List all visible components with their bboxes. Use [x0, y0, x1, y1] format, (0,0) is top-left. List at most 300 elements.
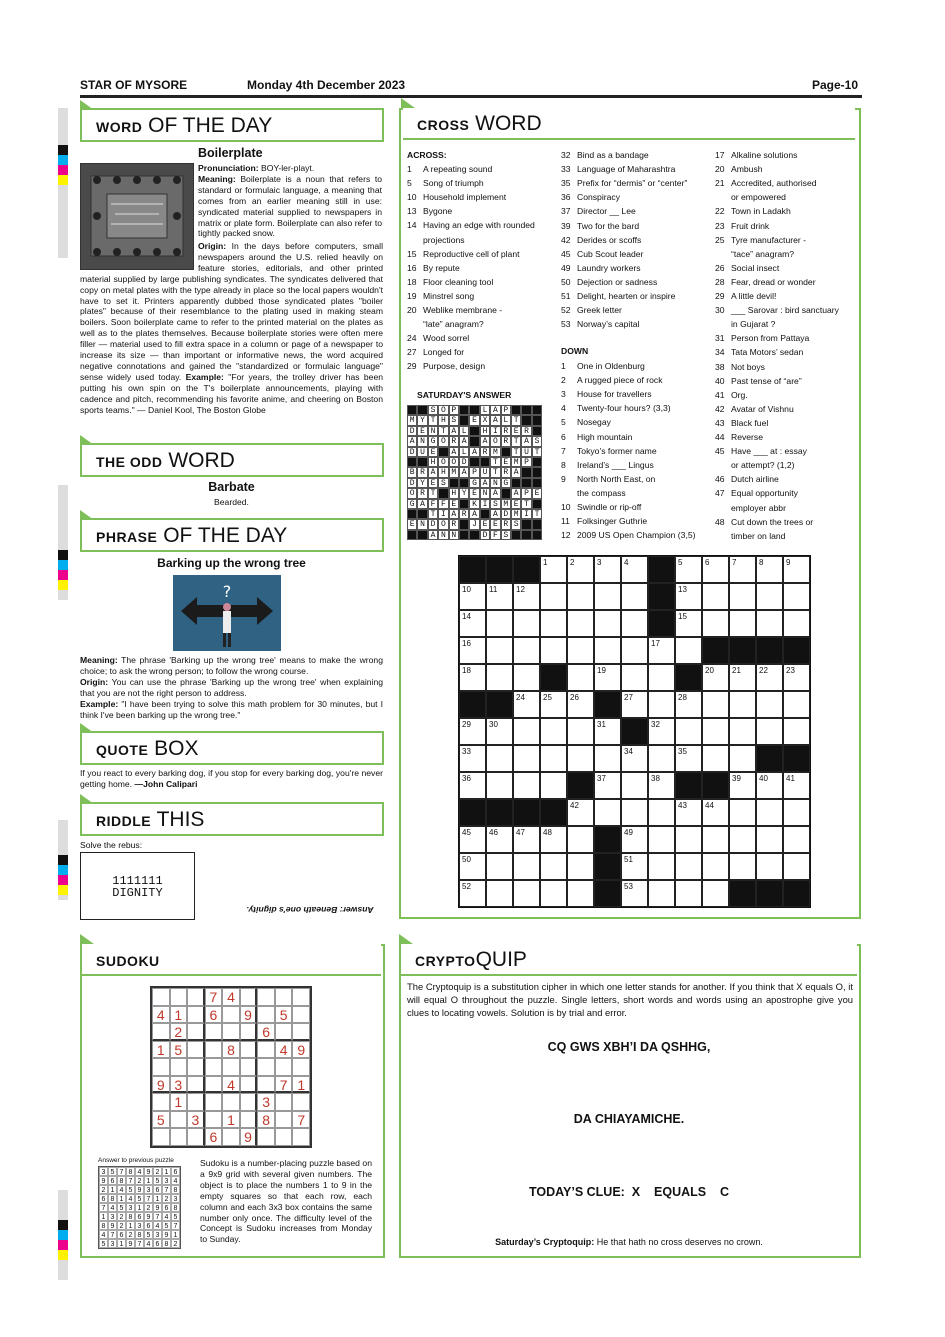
crossword-cell[interactable] [540, 826, 567, 853]
crossword-cell[interactable] [621, 691, 648, 718]
crossword-cell[interactable] [675, 583, 702, 610]
crossword-cell[interactable] [675, 745, 702, 772]
crossword-cell[interactable] [540, 772, 567, 799]
crossword-cell[interactable] [648, 880, 675, 907]
crossword-cell[interactable] [459, 718, 486, 745]
sudoku-cell[interactable] [292, 1058, 310, 1076]
clue-number: 50 [561, 276, 571, 287]
answer-cell: F [438, 499, 448, 509]
crossword-cell[interactable] [621, 637, 648, 664]
crossword-cell[interactable] [675, 556, 702, 583]
crossword-cell[interactable] [702, 799, 729, 826]
crossword-cell[interactable] [702, 718, 729, 745]
crossword-cell[interactable] [459, 853, 486, 880]
crossword-cell[interactable] [702, 691, 729, 718]
answer-cell: R [417, 488, 427, 498]
sudoku-cell[interactable] [257, 988, 275, 1006]
crossword-cell[interactable] [459, 826, 486, 853]
black-square [729, 637, 756, 664]
sudoku-cell[interactable] [275, 1111, 293, 1129]
sudoku-cell[interactable] [187, 1058, 205, 1076]
crossword-cell[interactable] [540, 880, 567, 907]
crossword-cell[interactable] [729, 664, 756, 691]
crossword-cell[interactable] [594, 718, 621, 745]
crossword-cell[interactable] [675, 718, 702, 745]
answer-black-cell [459, 478, 469, 488]
crossword-cell[interactable] [513, 853, 540, 880]
clue-text: Dutch airline [731, 474, 779, 485]
crossword-cell[interactable] [756, 826, 783, 853]
register-black [58, 145, 68, 155]
answer-black-cell [511, 530, 521, 540]
previous-answer-cell: 2 [153, 1167, 162, 1176]
black-square [756, 880, 783, 907]
crossword-cell[interactable] [783, 610, 810, 637]
crossword-cell[interactable] [648, 745, 675, 772]
answer-cell: R [501, 426, 511, 436]
sudoku-cell[interactable] [240, 1023, 258, 1041]
register-cyan [58, 1230, 68, 1240]
sudoku-cell[interactable] [152, 988, 170, 1006]
crossword-cell[interactable] [783, 799, 810, 826]
sudoku-cell[interactable] [152, 1093, 170, 1111]
cell-number: 48 [543, 828, 552, 837]
crossword-cell[interactable] [459, 664, 486, 691]
sudoku-cell[interactable] [275, 1058, 293, 1076]
answer-black-cell [459, 530, 469, 540]
answer-black-cell [521, 467, 531, 477]
crossword-cell[interactable] [486, 664, 513, 691]
crossword-cell[interactable] [486, 718, 513, 745]
quote-text [80, 768, 383, 790]
crossword-cell[interactable] [513, 772, 540, 799]
crossword-cell[interactable] [756, 664, 783, 691]
sudoku-given: 1 [170, 1093, 188, 1111]
heading-big: THIS [156, 808, 205, 831]
quote-body: If you react to every barking dog, if you stop for every barking dog, you're never getting home. [80, 768, 383, 789]
sudoku-cell[interactable] [257, 1128, 275, 1146]
crossword-cell[interactable] [540, 556, 567, 583]
cell-number: 35 [678, 747, 687, 756]
clue-number: 23 [715, 220, 725, 231]
sudoku-cell[interactable] [275, 1093, 293, 1111]
crossword-cell[interactable] [513, 637, 540, 664]
crossword-cell[interactable] [756, 853, 783, 880]
clue-text: Laundry workers [577, 262, 641, 273]
crossword-cell[interactable] [513, 826, 540, 853]
answer-cell: M [511, 509, 521, 519]
answer-cell: D [480, 530, 490, 540]
crossword-cell[interactable] [567, 610, 594, 637]
cell-number: 32 [651, 720, 660, 729]
crossword-cell[interactable] [459, 610, 486, 637]
crossword-cell[interactable] [486, 880, 513, 907]
clue-text: projections [423, 234, 465, 245]
sudoku-cell[interactable] [152, 1058, 170, 1076]
sudoku-cell[interactable] [292, 1006, 310, 1024]
crossword-cell[interactable] [621, 799, 648, 826]
crossword-cell[interactable] [648, 664, 675, 691]
clue-text: Alkaline solutions [731, 150, 798, 160]
sudoku-cell[interactable] [292, 988, 310, 1006]
crossword-cell[interactable] [756, 583, 783, 610]
sudoku-cell[interactable] [240, 1058, 258, 1076]
sudoku-cell[interactable] [187, 988, 205, 1006]
crossword-cell[interactable] [621, 880, 648, 907]
answer-cell: E [501, 457, 511, 467]
crossword-cell[interactable] [783, 691, 810, 718]
clue-number: 49 [561, 262, 571, 273]
meaning-text: The phrase 'Barking up the wrong tree' means to make the wrong choice; to ask the wrong person; to follow the wrong course. [80, 655, 383, 676]
sudoku-cell[interactable] [240, 988, 258, 1006]
crossword-cell[interactable] [459, 880, 486, 907]
sudoku-cell[interactable] [222, 1128, 240, 1146]
sudoku-cell[interactable] [205, 1076, 223, 1094]
crossword-cell[interactable] [783, 772, 810, 799]
crossword-cell[interactable] [567, 637, 594, 664]
sudoku-cell[interactable] [170, 988, 188, 1006]
crossword-cell[interactable] [540, 637, 567, 664]
answer-cell: E [407, 519, 417, 529]
crossword-cell[interactable] [486, 583, 513, 610]
answer-cell: O [438, 436, 448, 446]
word-title: Boilerplate [198, 146, 263, 160]
crossword-cell[interactable] [648, 853, 675, 880]
crossword-cell[interactable] [513, 880, 540, 907]
sudoku-given: 2 [170, 1023, 188, 1041]
answer-black-cell [532, 478, 542, 488]
sudoku-grid [150, 986, 312, 1148]
sudoku-cell[interactable] [205, 1058, 223, 1076]
clue-number: 45 [715, 446, 725, 457]
crossword-cell[interactable] [729, 556, 756, 583]
crossword-cell[interactable] [756, 556, 783, 583]
sudoku-cell[interactable] [275, 1128, 293, 1146]
sudoku-cell[interactable] [170, 1111, 188, 1129]
sudoku-cell[interactable] [205, 1093, 223, 1111]
answer-cell: A [459, 436, 469, 446]
crossword-cell[interactable] [486, 637, 513, 664]
answer-cell: A [417, 499, 427, 509]
sudoku-cell[interactable] [240, 1093, 258, 1111]
crossword-cell[interactable] [540, 610, 567, 637]
sudoku-cell[interactable] [275, 988, 293, 1006]
crossword-cell[interactable] [567, 880, 594, 907]
heading-flag [80, 435, 94, 445]
sudoku-cell[interactable] [222, 1023, 240, 1041]
sudoku-heading [82, 944, 381, 976]
clue-number: 46 [715, 474, 725, 485]
previous-answer-cell: 3 [171, 1194, 180, 1203]
crossword-cell[interactable] [702, 826, 729, 853]
sudoku-cell[interactable] [240, 1111, 258, 1129]
crossword-cell[interactable] [756, 610, 783, 637]
crossword-cell[interactable] [567, 583, 594, 610]
answer-cell: O [449, 457, 459, 467]
crossword-cell[interactable] [594, 772, 621, 799]
answer-cell: E [480, 519, 490, 529]
crossword-cell[interactable] [702, 610, 729, 637]
cell-number: 29 [462, 720, 471, 729]
sudoku-cell[interactable] [222, 1006, 240, 1024]
crossword-cell[interactable] [459, 637, 486, 664]
crossword-cell[interactable] [486, 772, 513, 799]
crossword-cell[interactable] [702, 880, 729, 907]
previous-answer-cell: 7 [117, 1167, 126, 1176]
crossword-cell[interactable] [513, 745, 540, 772]
crossword-cell[interactable] [783, 664, 810, 691]
crossword-cell[interactable] [567, 745, 594, 772]
heading-flag [80, 100, 94, 110]
answer-cell: N [417, 436, 427, 446]
crossword-cell[interactable] [756, 718, 783, 745]
crossword-cell[interactable] [594, 637, 621, 664]
crossword-cell[interactable] [621, 610, 648, 637]
crossword-cell[interactable] [783, 583, 810, 610]
answer-cell: G [407, 499, 417, 509]
rebus-box [80, 852, 195, 920]
rebus-line2: DIGNITY [112, 886, 163, 900]
clue-text: House for travellers [577, 389, 652, 400]
register-black [58, 550, 68, 560]
crossword-cell[interactable] [729, 772, 756, 799]
sudoku-cell[interactable] [187, 1093, 205, 1111]
clue-text: Greek letter [577, 305, 622, 316]
crossword-cell[interactable] [729, 853, 756, 880]
crossword-cell[interactable] [540, 853, 567, 880]
sudoku-cell[interactable] [187, 1076, 205, 1094]
sudoku-cell[interactable] [275, 1023, 293, 1041]
previous-answer-cell: 8 [171, 1203, 180, 1212]
cell-number: 50 [462, 855, 471, 864]
crossword-cell[interactable] [513, 610, 540, 637]
crossword-cell[interactable] [729, 610, 756, 637]
crossword-cell[interactable] [486, 745, 513, 772]
previous-answer-cell: 2 [171, 1239, 180, 1248]
crossword-cell[interactable] [486, 610, 513, 637]
crossword-cell[interactable] [675, 691, 702, 718]
crossword-cell[interactable] [621, 556, 648, 583]
crossword-cell[interactable] [513, 718, 540, 745]
crossword-cell[interactable] [756, 799, 783, 826]
crossword-cell[interactable] [621, 583, 648, 610]
sudoku-cell[interactable] [257, 1058, 275, 1076]
clue-text: 2009 US Open Champion (3,5) [577, 530, 696, 541]
crossword-cell[interactable] [675, 637, 702, 664]
sudoku-cell[interactable] [257, 1076, 275, 1094]
sudoku-cell[interactable] [240, 1076, 258, 1094]
answer-cell: H [480, 426, 490, 436]
crossword-cell[interactable] [702, 664, 729, 691]
clue-number: 10 [561, 502, 571, 512]
sudoku-cell[interactable] [257, 1006, 275, 1024]
crossword-cell[interactable] [567, 826, 594, 853]
previous-answer-cell: 1 [144, 1176, 153, 1185]
sudoku-cell[interactable] [292, 1023, 310, 1041]
crossword-cell[interactable] [594, 610, 621, 637]
crossword-cell[interactable] [621, 664, 648, 691]
answer-cell: U [417, 447, 427, 457]
crossword-cell[interactable] [567, 664, 594, 691]
previous-answer-cell: 2 [99, 1185, 108, 1194]
crossword-cell[interactable] [513, 583, 540, 610]
answer-black-cell [521, 405, 531, 415]
answer-black-cell [532, 457, 542, 467]
crossword-cell[interactable] [459, 745, 486, 772]
clue-text: Dejection or sadness [577, 276, 658, 287]
sudoku-cell[interactable] [240, 1041, 258, 1059]
answer-black-cell [449, 478, 459, 488]
clue-text: A repeating sound [423, 164, 493, 174]
clue-text: Ireland’s ___ Lingus [577, 459, 654, 470]
crossword-cell[interactable] [540, 583, 567, 610]
sudoku-cell[interactable] [205, 1111, 223, 1129]
crossword-cell[interactable] [567, 853, 594, 880]
crossword-cell[interactable] [675, 880, 702, 907]
sudoku-cell[interactable] [152, 1128, 170, 1146]
previous-answer-cell: 9 [99, 1176, 108, 1185]
crossword-cell[interactable] [648, 826, 675, 853]
previous-answer-cell: 4 [153, 1221, 162, 1230]
crossword-cell[interactable] [648, 637, 675, 664]
sudoku-given: 6 [205, 1006, 223, 1024]
answer-cell: G [501, 478, 511, 488]
crossword-cell[interactable] [648, 691, 675, 718]
sudoku-cell[interactable] [292, 1128, 310, 1146]
crossword-cell[interactable] [675, 826, 702, 853]
crossword-cell[interactable] [567, 718, 594, 745]
crossword-cell[interactable] [594, 556, 621, 583]
crossword-cell[interactable] [621, 745, 648, 772]
previous-answer-cell: 5 [135, 1194, 144, 1203]
crossword-cell[interactable] [513, 664, 540, 691]
sudoku-cell[interactable] [292, 1093, 310, 1111]
example-text: "I have been trying to solve this math problem for 30 minutes, but I think I've been barking up the wrong tree." [80, 698, 383, 720]
black-square [648, 556, 675, 583]
sudoku-cell[interactable] [187, 1006, 205, 1024]
answer-cell: H [438, 467, 448, 477]
heading-big: OF THE DAY [148, 114, 273, 137]
crossword-cell[interactable] [621, 826, 648, 853]
clue-text: One in Oldenburg [577, 361, 645, 371]
crossword-cell[interactable] [486, 826, 513, 853]
crossword-cell[interactable] [675, 799, 702, 826]
crossword-cell[interactable] [594, 799, 621, 826]
sudoku-cell[interactable] [205, 1041, 223, 1059]
crossword-cell[interactable] [729, 826, 756, 853]
clue-number: 1 [561, 361, 566, 371]
crossword-cell[interactable] [648, 772, 675, 799]
clue-text: Norway’s capital [577, 319, 640, 330]
crossword-cell[interactable] [729, 799, 756, 826]
meaning-text: Boilerplate is a noun that refers to standard or formulaic language, a meaning that comes from an earlier meaning still in use: syndicated material supplied to newspapers in matrix or plate form. Boilerplate can also refer to tightly packed snow. [198, 173, 382, 239]
cell-number: 28 [678, 693, 687, 702]
crossword-cell[interactable] [594, 745, 621, 772]
crossword-cell[interactable] [621, 853, 648, 880]
answer-cell: H [438, 415, 448, 425]
answer-black-cell [407, 457, 417, 467]
black-square [675, 772, 702, 799]
clue-text: Nosegay [577, 417, 611, 428]
crossword-cell[interactable] [702, 853, 729, 880]
sudoku-cell[interactable] [222, 1093, 240, 1111]
crossword-cell[interactable] [729, 718, 756, 745]
crossword-cell[interactable] [783, 556, 810, 583]
saturday-answer-label: SATURDAY'S ANSWER [417, 390, 512, 400]
crossword-cell[interactable] [648, 718, 675, 745]
crossword-cell[interactable] [702, 556, 729, 583]
crossword-cell[interactable] [459, 772, 486, 799]
sudoku-cell[interactable] [187, 1041, 205, 1059]
crossword-cell[interactable] [783, 718, 810, 745]
crossword-cell[interactable] [783, 853, 810, 880]
crossword-cell[interactable] [594, 583, 621, 610]
clue-number: 11 [561, 516, 570, 527]
answer-cell: R [501, 436, 511, 446]
crossword-cell[interactable] [756, 772, 783, 799]
crossword-cell[interactable] [459, 583, 486, 610]
cell-number: 52 [462, 882, 471, 891]
crossword-cell[interactable] [567, 556, 594, 583]
crossword-cell[interactable] [567, 691, 594, 718]
previous-answer-cell: 3 [162, 1176, 171, 1185]
answer-cell: H [449, 488, 459, 498]
previous-answer-cell: 6 [99, 1194, 108, 1203]
cell-number: 20 [705, 666, 714, 675]
cell-number: 27 [624, 693, 633, 702]
cell-number: 44 [705, 801, 714, 810]
crossword-cell[interactable] [540, 745, 567, 772]
sudoku-cell[interactable] [170, 1058, 188, 1076]
answer-black-cell [532, 467, 542, 477]
answer-cell: X [480, 415, 490, 425]
answer-cell: R [459, 509, 469, 519]
sudoku-cell[interactable] [205, 1023, 223, 1041]
sudoku-cell[interactable] [170, 1128, 188, 1146]
sudoku-cell[interactable] [257, 1041, 275, 1059]
answer-cell: A [469, 509, 479, 519]
crossword-cell[interactable] [621, 772, 648, 799]
crossword-cell[interactable] [513, 691, 540, 718]
sudoku-cell[interactable] [222, 1058, 240, 1076]
sudoku-cell[interactable] [187, 1128, 205, 1146]
sudoku-cell[interactable] [152, 1023, 170, 1041]
crossword-cell[interactable] [675, 853, 702, 880]
crossword-cell[interactable] [648, 799, 675, 826]
crossword-cell[interactable] [756, 691, 783, 718]
crossword-cell[interactable] [702, 583, 729, 610]
crossword-cell[interactable] [783, 826, 810, 853]
cell-number: 26 [570, 693, 579, 702]
crossword-cell[interactable] [567, 799, 594, 826]
clue-text: Two for the bard [577, 220, 640, 231]
crossword-cell[interactable] [540, 718, 567, 745]
crossword-cell[interactable] [486, 853, 513, 880]
crossword-cell[interactable] [594, 664, 621, 691]
crossword-cell[interactable] [540, 691, 567, 718]
clue-text: Swindle or rip-off [577, 502, 642, 512]
sudoku-cell[interactable] [187, 1023, 205, 1041]
crossword-cell[interactable] [702, 745, 729, 772]
crossword-cell[interactable] [729, 745, 756, 772]
answer-black-cell [469, 457, 479, 467]
black-square [594, 826, 621, 853]
crossword-cell[interactable] [675, 610, 702, 637]
answer-black-cell [417, 457, 427, 467]
crossword-cell[interactable] [729, 583, 756, 610]
previous-answer-cell: 8 [126, 1167, 135, 1176]
crossword-cell[interactable] [729, 691, 756, 718]
